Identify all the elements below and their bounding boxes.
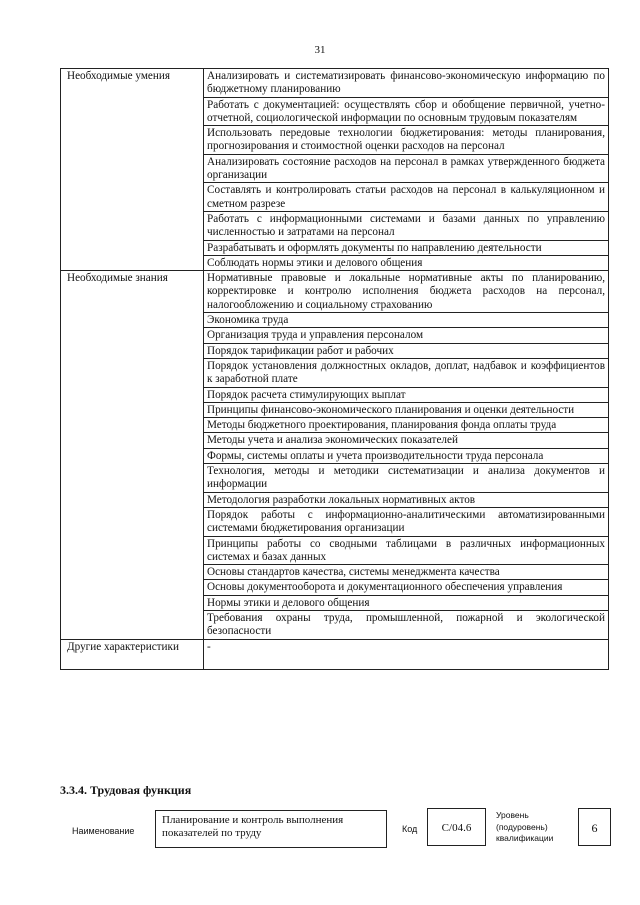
table-row (61, 639, 609, 669)
table-row (61, 271, 609, 313)
knowledge-item: Порядок работы с информационно-аналитическими автоматизированными системами бюджетирования организации (204, 507, 609, 536)
name-label: Наименование (72, 826, 135, 836)
knowledge-item: Основы документооборота и документационного обеспечения управления (204, 580, 609, 595)
level-label-line: (подуровень) (496, 821, 548, 832)
level-field: 6 (578, 808, 611, 846)
knowledge-item: Основы стандартов качества, системы менеджмента качества (204, 565, 609, 580)
requirements-table (60, 68, 609, 670)
knowledge-item: Технология, методы и методики систематизации и анализа документов и информации (204, 464, 609, 493)
knowledge-item: Порядок установления должностных окладов, доплат, надбавок и коэффициентов к заработной плате (204, 358, 609, 387)
skill-item: Работать с информационными системами и базами данных по управлению численностью и затратами на персонал (204, 211, 609, 240)
knowledge-item: Требования охраны труда, промышленной, пожарной и экологической безопасности (204, 610, 609, 639)
knowledge-item: Формы, системы оплаты и учета производительности труда персонала (204, 448, 609, 463)
other-item: - (204, 639, 609, 669)
knowledge-item: Порядок тарификации работ и рабочих (204, 343, 609, 358)
level-label (496, 810, 553, 845)
knowledge-item: Экономика труда (204, 313, 609, 328)
row-label-skills: Необходимые умения (61, 69, 204, 271)
knowledge-item: Нормативные правовые и локальные нормативные акты по планированию, корректировке и контролю исполнения бюджета расходов на персонал, налогообложению и социальному страхованию (204, 271, 609, 313)
knowledge-item: Принципы финансово-экономического планирования и оценки деятельности (204, 402, 609, 417)
knowledge-item: Порядок расчета стимулирующих выплат (204, 387, 609, 402)
code-label: Код (402, 824, 418, 834)
table-row (61, 69, 609, 98)
section-heading: 3.3.4. Трудовая функция (60, 783, 192, 797)
code-field: C/04.6 (427, 808, 486, 846)
skill-item: Анализировать состояние расходов на персонал в рамках утвержденного бюджета организации (204, 154, 609, 183)
knowledge-item: Методы учета и анализа экономических показателей (204, 433, 609, 448)
knowledge-item: Организация труда и управления персоналом (204, 328, 609, 343)
knowledge-item: Методология разработки локальных нормативных актов (204, 492, 609, 507)
knowledge-item: Принципы работы со сводными таблицами в различных информационных системах и базах данных (204, 536, 609, 565)
row-label-other: Другие характеристики (61, 639, 204, 669)
level-label-line: квалификации (496, 833, 554, 843)
level-label-line: Уровень (496, 810, 529, 820)
skill-item: Составлять и контролировать статьи расходов на персонал в калькуляционном и сметном разрезе (204, 183, 609, 212)
page-number: 31 (314, 44, 326, 56)
knowledge-item: Методы бюджетного проектирования, планирования фонда оплаты труда (204, 418, 609, 433)
knowledge-item: Нормы этики и делового общения (204, 595, 609, 610)
skill-item: Анализировать и систематизировать финансово-экономическую информацию по бюджетному планированию (204, 69, 609, 98)
skill-item: Соблюдать нормы этики и делового общения (204, 255, 609, 270)
function-name-field: Планирование и контроль выполнения показателей по труду (155, 810, 387, 848)
skill-item: Разрабатывать и оформлять документы по направлению деятельности (204, 240, 609, 255)
skill-item: Использовать передовые технологии бюджетирования: методы планирования, прогнозирования и стоимостной оценки расходов на персонал (204, 126, 609, 155)
row-label-knowledge: Необходимые знания (61, 271, 204, 639)
skill-item: Работать с документацией: осуществлять сбор и обобщение первичной, учетно-отчетной, социологической информации по основным трудовым показателям (204, 97, 609, 126)
